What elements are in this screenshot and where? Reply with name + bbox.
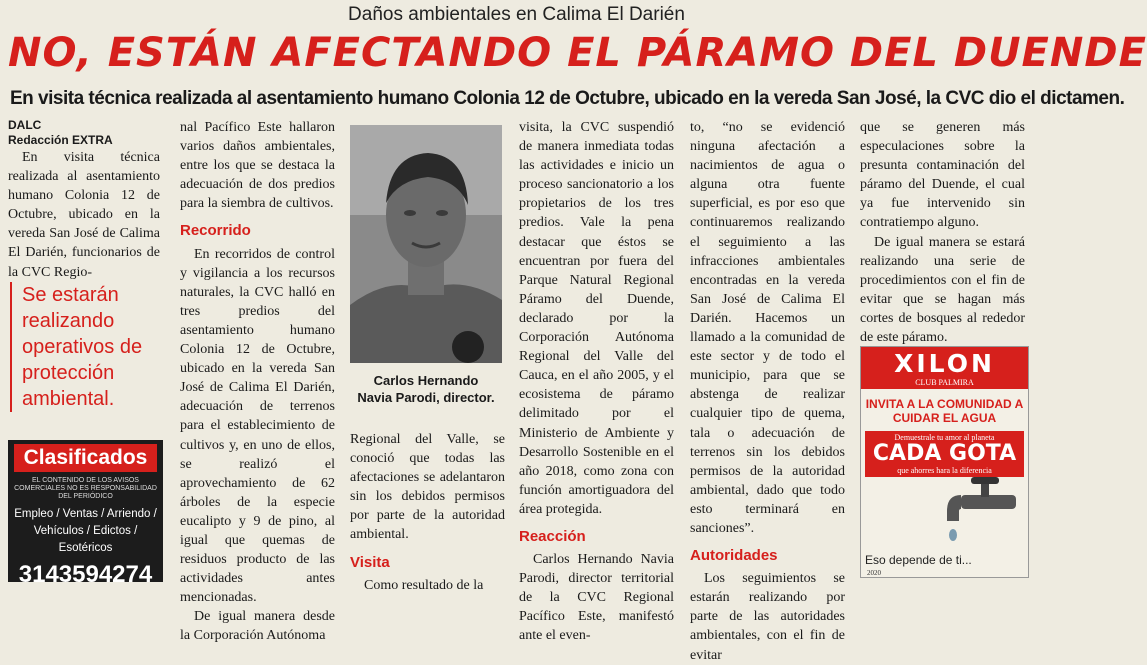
ad-que-ahorres: que ahorres hara la diferencia: [897, 466, 992, 475]
classifieds-title: Clasificados: [14, 444, 157, 472]
ad-year: 2020: [867, 569, 881, 577]
faucet-icon: [911, 477, 1021, 547]
caption-line-2: Navia Parodi, director.: [357, 390, 495, 405]
ad-club: CLUB PALMIRA: [861, 378, 1028, 389]
column-3: [350, 430, 505, 595]
deck: En visita técnica realizada al asentamiento humano Colonia 12 de Octubre, ubicado en la vereda San José, la CVC dio el dictamen.: [10, 88, 1125, 109]
classifieds-phone: 3143594274: [18, 561, 153, 588]
column-6: [860, 118, 1025, 347]
article-paragraph: De igual manera se estará realizando una serie de procedimientos con el fin de evitar que se hagan más cortes de bosques al rededor de este páramo.: [860, 234, 1025, 346]
ad-invite: INVITA A LA COMUNIDAD A CUIDAR EL AGUA: [865, 397, 1024, 425]
ad-tagline: Eso depende de ti...: [865, 553, 972, 567]
article-paragraph: Carlos Hernando Navia Parodi, director territorial de la CVC Regional Pacífico Este, manifestó ante el even-: [519, 552, 674, 644]
column-2: [180, 118, 335, 646]
portrait-illustration: [350, 125, 502, 363]
article-paragraph: En visita técnica realizada al asentamiento humano Colonia 12 de Octubre, ubicado en la vereda San José de Calima El Darién, funcionarios de la CVC Regio-: [8, 150, 160, 280]
xilon-advertisement: [860, 346, 1029, 578]
article-paragraph: visita, la CVC suspendió de manera inmediata todas las actividades e inicio un proceso sancionatorio a los propietarios de los tres predios. Vale la pena destacar que éstos se encuentran por fuera del Parque Natural Regional Páramo del Duende, declarado por la Corporación Autónoma Regional del Valle del Cauca, en el año 2005, y el ecosistema de páramo delimitado por el Ministerio de Ambiente y Desarrollo Sostenible en el año 2018, como zona con función amortiguadora del área protegida.: [519, 120, 674, 517]
article-paragraph: Regional del Valle, se conoció que todas las afectaciones se adelantaron sin los debidos permisos por parte de la autoridad ambiental.: [350, 432, 505, 543]
ad-demuestra: Demuestrale tu amor al planeta: [894, 433, 995, 442]
classifieds-note: EL CONTENIDO DE LOS AVISOS COMERCIALES NO ES RESPONSABILIDAD DEL PERIÓDICO: [14, 477, 157, 500]
headline: NO, ESTÁN AFECTANDO EL PÁRAMO DEL DUENDE: [8, 30, 1147, 76]
article-paragraph: En recorridos de control y vigilancia a los recursos naturales, la CVC halló en tres predios del asentamiento humano Colonia 12 de Octubre, ubicado en la vereda San José de Calima El Darién, adecuación de terrenos para el establecimiento de cultivos y, en uno de ellos, se realizó el aprovechamiento de 62 árboles de la especie eucalipto y 9 de pino, al igual que quemas de residuos producto de las actividades antes mencionadas.: [180, 246, 335, 606]
classifieds-categories-1: Empleo / Ventas / Arriendo /: [14, 508, 157, 520]
column-1: [8, 118, 160, 282]
subhead-recorrido: Recorrido: [180, 222, 251, 240]
portrait-photo: [350, 125, 502, 363]
ad-slogan-box: [865, 431, 1024, 477]
byline-source: DALC: [8, 118, 42, 132]
subhead-autoridades: Autoridades: [690, 547, 778, 565]
article-paragraph: to, “no se evidenció ninguna afectación a nacimientos de agua o alguna otra fuente superficial, es por eso que continuaremos realizando el seguimiento a las infracciones ambientales encontradas en la vereda San José de Calima El Darién. Hacemos un llamado a la comunidad de este sector y de todo el municipio, para que se abstenga de realizar cualquier tipo de quema, tala o adecuación de terrenos sin los debidos permisos de la autoridad ambiental, dado que todo esto terminará en sanciones”.: [690, 120, 845, 536]
ad-cada-gota: CADA GOTA: [872, 441, 1017, 466]
byline-section: Redacción EXTRA: [8, 133, 113, 147]
article-paragraph: De igual manera desde la Corporación Autónoma: [180, 609, 335, 644]
ad-brand: XILON: [861, 347, 1028, 378]
classifieds-box: [8, 440, 163, 588]
pull-quote: Se estarán realizando operativos de protección ambiental.: [10, 282, 172, 412]
classifieds-categories-2: Vehículos / Edictos / Esotéricos: [33, 525, 138, 554]
article-paragraph: Como resultado de la: [364, 577, 484, 593]
column-4: [519, 118, 674, 646]
kicker: Daños ambientales en Calima El Darién: [348, 4, 685, 25]
photo-caption: [352, 372, 500, 406]
column-5: [690, 118, 845, 665]
article-paragraph: que se generen más especulaciones sobre la presunta contaminación del páramo del Duende, el cual ya fue intervenido sin contratiempo alguno.: [860, 120, 1025, 231]
subhead-visita: Visita: [350, 553, 390, 571]
article-paragraph: Los seguimientos se estarán realizando por parte de las autoridades ambientales, con el fin de evitar: [690, 571, 845, 663]
caption-line-1: Carlos Hernando: [373, 373, 479, 388]
subhead-reaccion: Reacción: [519, 527, 586, 545]
article-paragraph: nal Pacífico Este hallaron varios daños ambientales, entre los que se destaca la adecuación de dos predios para la siembra de cultivos.: [180, 120, 335, 212]
